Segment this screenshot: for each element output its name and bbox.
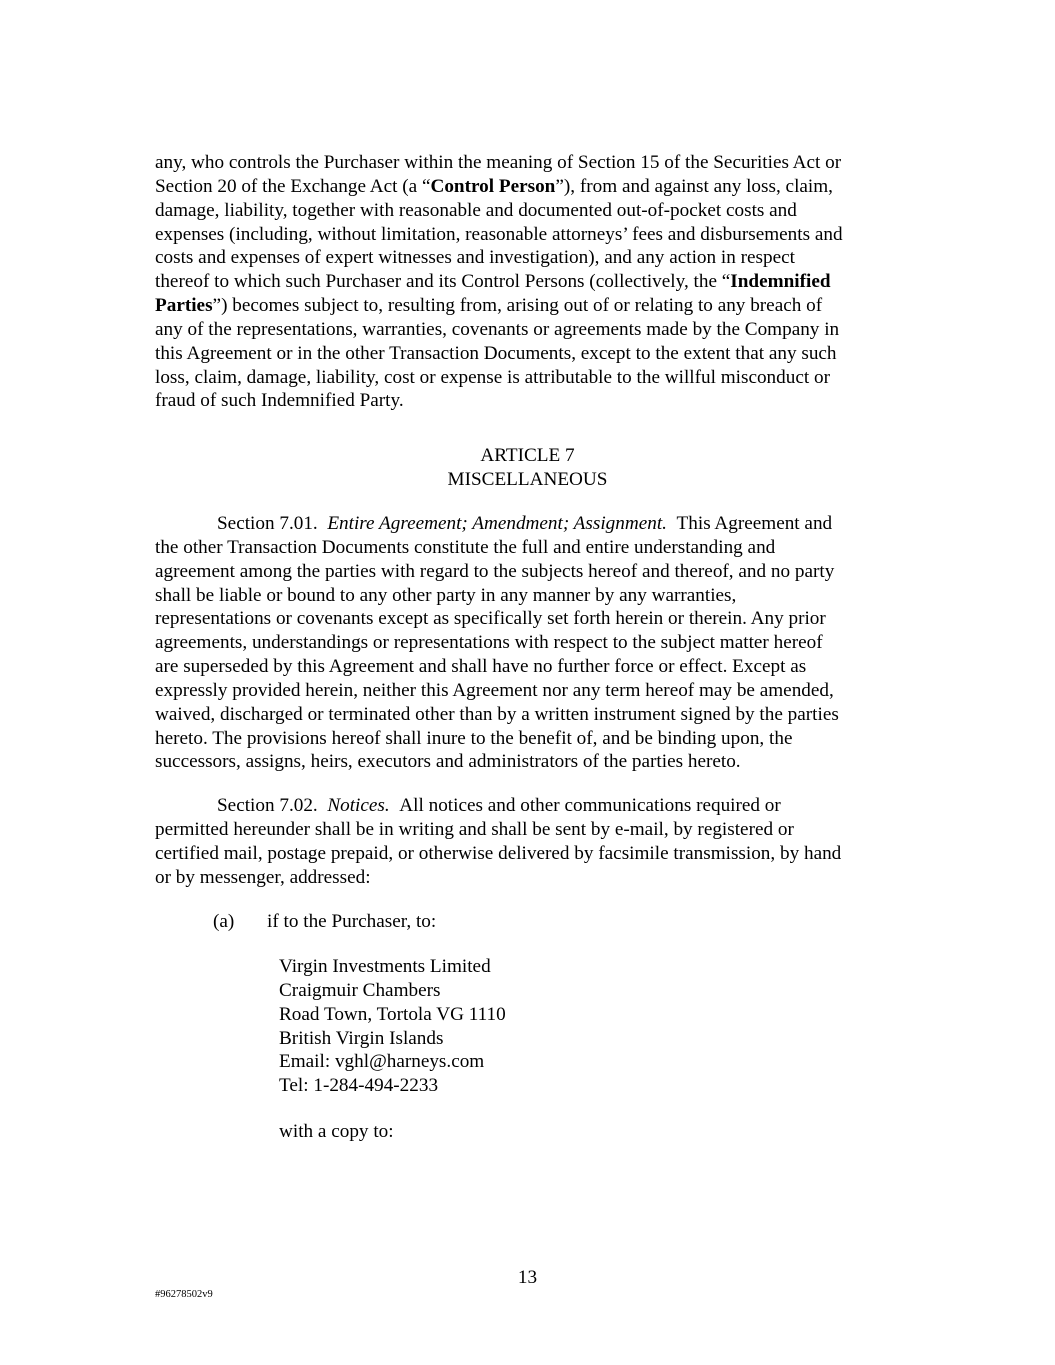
continuation-paragraph bbox=[155, 151, 915, 413]
paragraph-line: loss, claim, damage, liability, cost or expense is attributable to the willful misconduct or bbox=[155, 366, 830, 388]
address-phone: Tel: 1-284-494-2233 bbox=[279, 1075, 439, 1097]
paragraph-line: or by messenger, addressed: bbox=[155, 866, 371, 888]
paragraph-line: shall be liable or bound to any other party in any manner by any warranties, bbox=[155, 584, 737, 606]
list-item-text: if to the Purchaser, to: bbox=[267, 911, 437, 932]
paragraph-line: damage, liability, together with reasonable and documented out-of-pocket costs and bbox=[155, 199, 797, 221]
paragraph-line: expenses (including, without limitation, reasonable attorneys’ fees and disbursements and bbox=[155, 223, 843, 245]
defined-term-indemnified: Indemnified bbox=[730, 271, 831, 293]
list-item-a bbox=[213, 910, 436, 934]
defined-term-control-person: Control Person bbox=[430, 175, 556, 197]
paragraph-line: costs and expenses of expert witnesses and investigation), and any action in respect bbox=[155, 247, 795, 269]
paragraph-line: Parties”) becomes subject to, resulting from, arising out of or relating to any breach of bbox=[155, 295, 823, 317]
paragraph-line: the other Transaction Documents constitute the full and entire understanding and bbox=[155, 536, 776, 558]
page-number: 13 bbox=[517, 1267, 538, 1288]
section-heading: Entire Agreement; Amendment; Assignment. bbox=[327, 513, 667, 534]
address-line: Craigmuir Chambers bbox=[279, 979, 441, 1001]
article-title: MISCELLANEOUS bbox=[447, 468, 608, 490]
address-email: Email: vghl@harneys.com bbox=[279, 1051, 485, 1073]
address-line: British Virgin Islands bbox=[279, 1027, 444, 1049]
paragraph-line: certified mail, postage prepaid, or otherwise delivered by facsimile transmission, by hand bbox=[155, 842, 842, 864]
paragraph-line: waived, discharged or terminated other than by a written instrument signed by the parties bbox=[155, 703, 839, 725]
section-7-01 bbox=[155, 512, 915, 774]
paragraph-line: successors, assigns, heirs, executors and administrators of the parties hereto. bbox=[155, 751, 741, 773]
paragraph-line: hereto. The provisions hereof shall inure to the benefit of, and be binding upon, the bbox=[155, 727, 793, 749]
purchaser-address bbox=[279, 955, 506, 1098]
paragraph-line: thereof to which such Purchaser and its Control Persons (collectively, the “Indemnified bbox=[155, 271, 831, 293]
copy-to-note: with a copy to: bbox=[279, 1121, 394, 1142]
section-first-line: Section 7.02. Notices. All notices and other communications required or bbox=[217, 795, 781, 816]
address-line: Road Town, Tortola VG 1110 bbox=[279, 1003, 506, 1025]
section-heading: Notices. bbox=[327, 795, 390, 816]
paragraph-line: permitted hereunder shall be in writing and shall be sent by e-mail, by registered or bbox=[155, 818, 794, 840]
paragraph-line: any, who controls the Purchaser within the meaning of Section 15 of the Securities Act or bbox=[155, 152, 842, 173]
list-marker: (a) bbox=[213, 911, 235, 932]
paragraph-line: representations or covenants except as specifically set forth herein or therein. Any prior bbox=[155, 608, 826, 630]
document-id: #96278502v9 bbox=[155, 1289, 213, 1300]
paragraph-line: this Agreement or in the other Transaction Documents, except to the extent that any such bbox=[155, 342, 837, 364]
article-heading bbox=[155, 444, 900, 492]
paragraph-line: Section 20 of the Exchange Act (a “Control Person”), from and against any loss, claim, bbox=[155, 175, 833, 197]
section-number: Section 7.02. bbox=[217, 795, 318, 816]
paragraph-line: agreements, understandings or representations with respect to the subject matter hereof bbox=[155, 632, 823, 654]
paragraph-line: fraud of such Indemnified Party. bbox=[155, 390, 404, 412]
paragraph-line: are superseded by this Agreement and shall have no further force or effect. Except as bbox=[155, 656, 807, 678]
section-number: Section 7.01. bbox=[217, 513, 318, 534]
paragraph-line: expressly provided herein, neither this Agreement nor any term hereof may be amended, bbox=[155, 679, 834, 701]
defined-term-parties: Parties bbox=[155, 295, 213, 317]
address-line: Virgin Investments Limited bbox=[279, 956, 491, 977]
section-7-02 bbox=[155, 794, 915, 889]
paragraph-line: any of the representations, warranties, covenants or agreements made by the Company in bbox=[155, 318, 840, 340]
section-first-line: Section 7.01. Entire Agreement; Amendment; Assignment. This Agreement and bbox=[217, 513, 833, 534]
article-number: ARTICLE 7 bbox=[480, 445, 575, 466]
paragraph-line: agreement among the parties with regard to the subjects hereof and thereof, and no party bbox=[155, 560, 835, 582]
